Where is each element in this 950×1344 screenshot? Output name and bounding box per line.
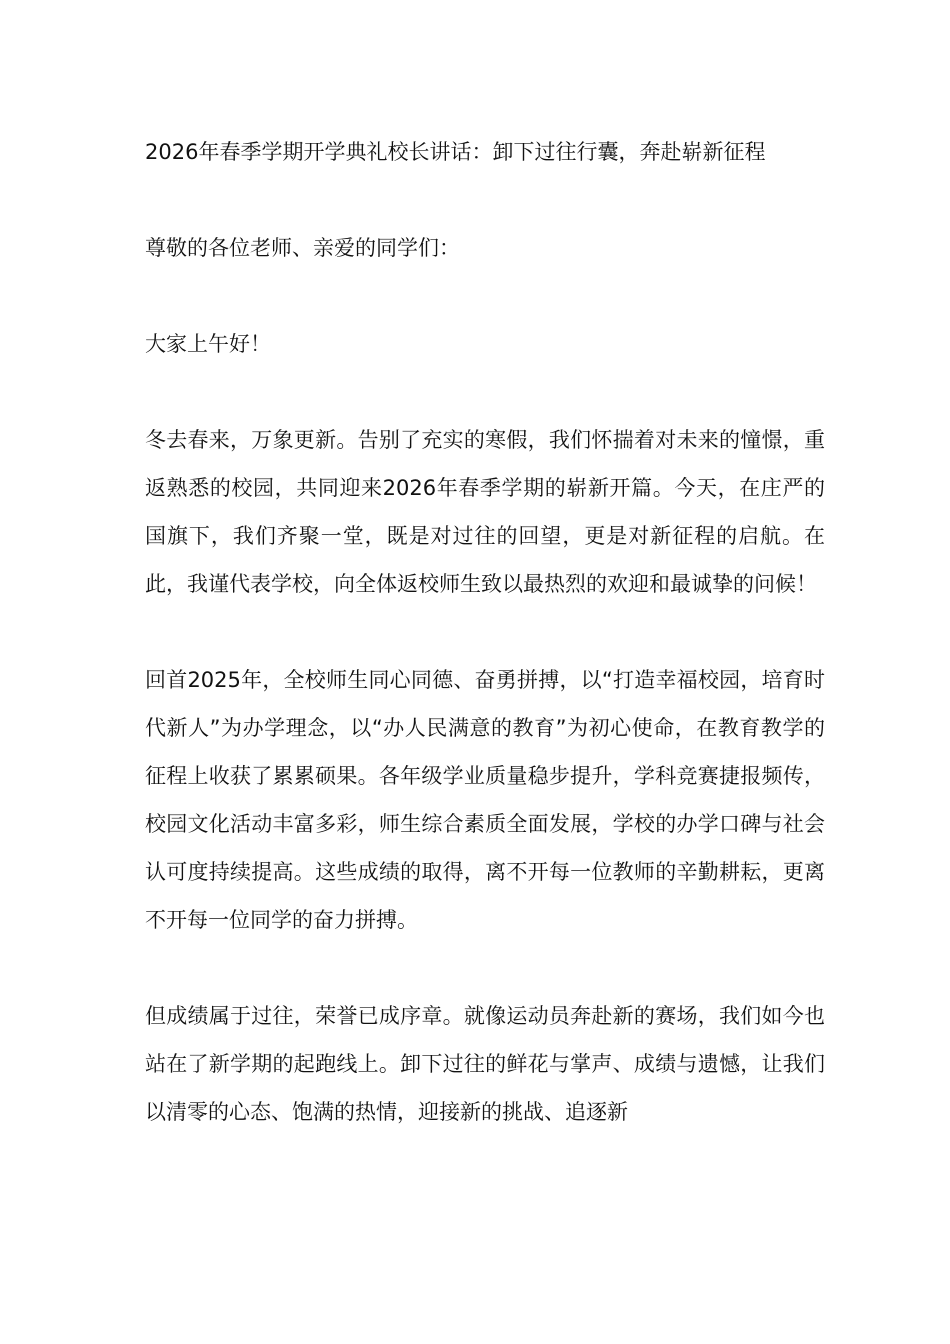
salutation: 尊敬的各位老师、亲爱的同学们：	[145, 236, 460, 260]
paragraph-new-start: 但成绩属于过往，荣誉已成序章。就像运动员奔赴新的赛场，我们如今也站在了新学期的起跑线上。卸下过往的鲜花与掌声、成绩与遗憾，让我们以清零的心态、饱满的热情，迎接新的挑战、追逐新	[145, 1004, 825, 1124]
paragraph-review: 回首2025年，全校师生同心同德、奋勇拼搏，以“打造幸福校园，培育时代新人”为办学理念，以“办人民满意的教育”为初心使命，在教育教学的征程上收获了累累硕果。各年级学业质量稳步提升，学科竞赛捷报频传，校园文化活动丰富多彩，师生综合素质全面发展，学校的办学口碑与社会认可度持续提高。这些成绩的取得，离不开每一位教师的辛勤耕耘，更离不开每一位同学的奋力拼搏。	[145, 668, 825, 932]
document-body	[145, 128, 825, 1184]
paragraph-intro: 冬去春来，万象更新。告别了充实的寒假，我们怀揣着对未来的憧憬，重返熟悉的校园，共同迎来2026年春季学期的崭新开篇。今天，在庄严的国旗下，我们齐聚一堂，既是对过往的回望，更是对新征程的启航。在此，我谨代表学校，向全体返校师生致以最热烈的欢迎和最诚挚的问候！	[145, 428, 825, 596]
document-title: 2026年春季学期开学典礼校长讲话：卸下过往行囊，奔赴崭新征程	[145, 140, 766, 164]
greeting: 大家上午好！	[145, 332, 271, 356]
